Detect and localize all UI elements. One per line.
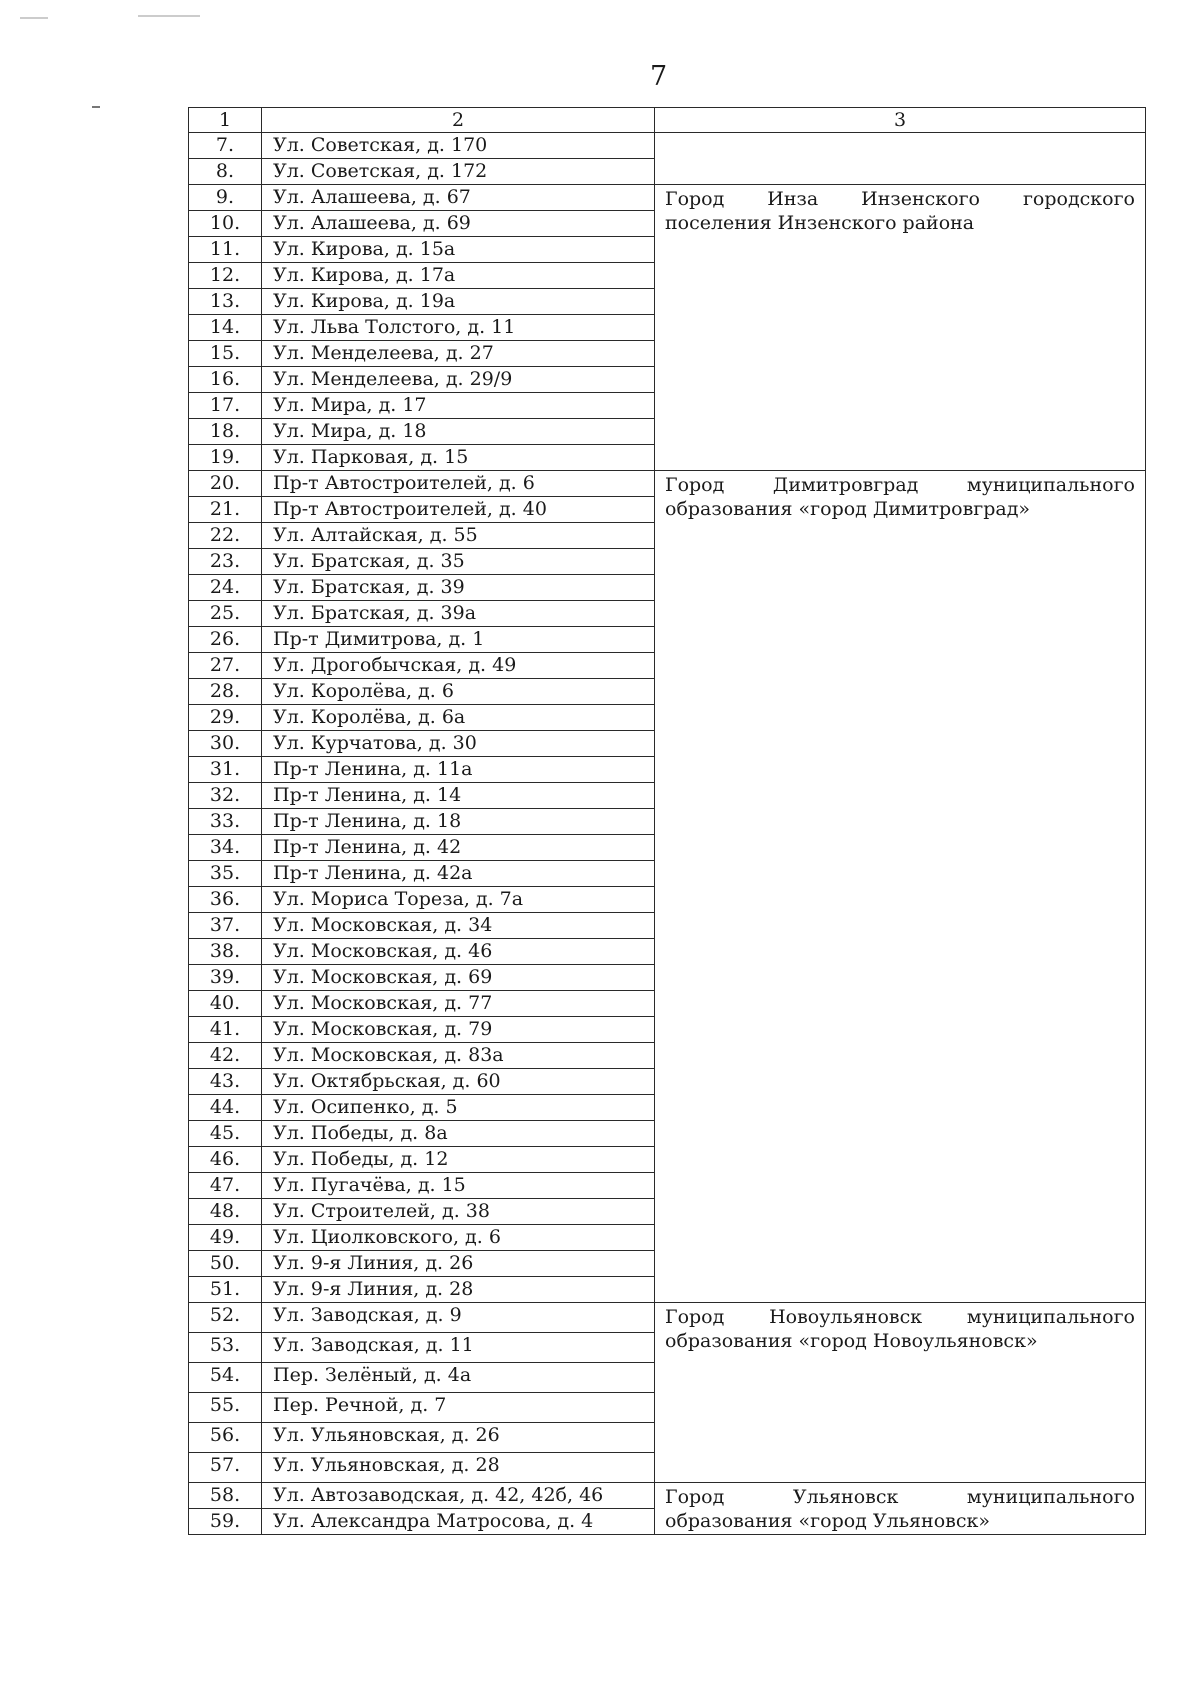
address-cell: Пр-т Ленина, д. 11а [262, 757, 655, 783]
row-number: 12. [189, 263, 262, 289]
table-row [189, 185, 1146, 211]
address-cell: Пр-т Ленина, д. 14 [262, 783, 655, 809]
address-cell: Ул. Мориса Тореза, д. 7а [262, 887, 655, 913]
row-number: 51. [189, 1277, 262, 1303]
row-number: 21. [189, 497, 262, 523]
address-cell: Ул. Алашеева, д. 69 [262, 211, 655, 237]
row-number: 14. [189, 315, 262, 341]
row-number: 34. [189, 835, 262, 861]
row-number: 20. [189, 471, 262, 497]
table-row [189, 471, 1146, 497]
row-number: 33. [189, 809, 262, 835]
row-number: 8. [189, 159, 262, 185]
column-header: 2 [262, 108, 655, 133]
row-number: 41. [189, 1017, 262, 1043]
row-number: 7. [189, 133, 262, 159]
address-cell: Ул. Мира, д. 17 [262, 393, 655, 419]
address-cell: Ул. Льва Толстого, д. 11 [262, 315, 655, 341]
row-number: 10. [189, 211, 262, 237]
address-cell: Ул. Братская, д. 39а [262, 601, 655, 627]
address-cell: Ул. Победы, д. 12 [262, 1147, 655, 1173]
address-cell: Ул. 9-я Линия, д. 28 [262, 1277, 655, 1303]
address-cell: Ул. Заводская, д. 9 [262, 1303, 655, 1333]
row-number: 9. [189, 185, 262, 211]
row-number: 39. [189, 965, 262, 991]
row-number: 30. [189, 731, 262, 757]
address-cell: Ул. Александра Матросова, д. 4 [262, 1509, 655, 1535]
row-number: 40. [189, 991, 262, 1017]
row-number: 19. [189, 445, 262, 471]
addresses-table [188, 107, 1146, 1535]
row-number: 46. [189, 1147, 262, 1173]
address-cell: Ул. Алтайская, д. 55 [262, 523, 655, 549]
column-header: 1 [189, 108, 262, 133]
row-number: 52. [189, 1303, 262, 1333]
address-cell: Пр-т Автостроителей, д. 40 [262, 497, 655, 523]
row-number: 38. [189, 939, 262, 965]
address-cell: Ул. Королёва, д. 6 [262, 679, 655, 705]
row-number: 29. [189, 705, 262, 731]
address-cell: Ул. Дрогобычская, д. 49 [262, 653, 655, 679]
address-cell: Пер. Зелёный, д. 4а [262, 1363, 655, 1393]
row-number: 13. [189, 289, 262, 315]
address-cell: Ул. Кирова, д. 19а [262, 289, 655, 315]
row-number: 26. [189, 627, 262, 653]
address-cell: Ул. Московская, д. 69 [262, 965, 655, 991]
address-cell: Пр-т Димитрова, д. 1 [262, 627, 655, 653]
row-number: 56. [189, 1423, 262, 1453]
row-number: 59. [189, 1509, 262, 1535]
row-number: 27. [189, 653, 262, 679]
address-cell: Пр-т Ленина, д. 42а [262, 861, 655, 887]
row-number: 44. [189, 1095, 262, 1121]
row-number: 16. [189, 367, 262, 393]
address-cell: Ул. Братская, д. 35 [262, 549, 655, 575]
address-cell: Ул. Парковая, д. 15 [262, 445, 655, 471]
row-number: 24. [189, 575, 262, 601]
row-number: 49. [189, 1225, 262, 1251]
table-row [189, 133, 1146, 159]
address-cell: Ул. Октябрьская, д. 60 [262, 1069, 655, 1095]
address-cell: Ул. Московская, д. 77 [262, 991, 655, 1017]
region-cell: Город Ульяновск муниципального образования «город Ульяновск» [655, 1483, 1146, 1535]
address-cell: Ул. Пугачёва, д. 15 [262, 1173, 655, 1199]
address-cell: Ул. Мира, д. 18 [262, 419, 655, 445]
address-cell: Пер. Речной, д. 7 [262, 1393, 655, 1423]
row-number: 22. [189, 523, 262, 549]
row-number: 17. [189, 393, 262, 419]
address-cell: Ул. Московская, д. 46 [262, 939, 655, 965]
address-cell: Ул. Ульяновская, д. 26 [262, 1423, 655, 1453]
address-cell: Ул. Ульяновская, д. 28 [262, 1453, 655, 1483]
row-number: 36. [189, 887, 262, 913]
region-cell-empty [655, 133, 1146, 185]
address-cell: Ул. Менделеева, д. 27 [262, 341, 655, 367]
address-cell: Ул. Победы, д. 8а [262, 1121, 655, 1147]
address-cell: Ул. Советская, д. 170 [262, 133, 655, 159]
address-cell: Пр-т Ленина, д. 18 [262, 809, 655, 835]
row-number: 42. [189, 1043, 262, 1069]
row-number: 48. [189, 1199, 262, 1225]
page-number: 7 [650, 61, 668, 92]
address-cell: Пр-т Ленина, д. 42 [262, 835, 655, 861]
address-cell: Ул. Московская, д. 34 [262, 913, 655, 939]
table-row [189, 1303, 1146, 1333]
address-cell: Ул. Автозаводская, д. 42, 42б, 46 [262, 1483, 655, 1509]
table-row [189, 1483, 1146, 1509]
address-cell: Ул. Осипенко, д. 5 [262, 1095, 655, 1121]
row-number: 47. [189, 1173, 262, 1199]
row-number: 23. [189, 549, 262, 575]
table-header-row [189, 108, 1146, 133]
column-header: 3 [655, 108, 1146, 133]
region-cell: Город Новоульяновск муниципального образования «город Новоульяновск» [655, 1303, 1146, 1483]
row-number: 32. [189, 783, 262, 809]
address-cell: Пр-т Автостроителей, д. 6 [262, 471, 655, 497]
address-cell: Ул. Менделеева, д. 29/9 [262, 367, 655, 393]
row-number: 57. [189, 1453, 262, 1483]
row-number: 50. [189, 1251, 262, 1277]
row-number: 25. [189, 601, 262, 627]
address-cell: Ул. Королёва, д. 6а [262, 705, 655, 731]
row-number: 35. [189, 861, 262, 887]
row-number: 45. [189, 1121, 262, 1147]
address-cell: Ул. Кирова, д. 17а [262, 263, 655, 289]
region-cell: Город Инза Инзенского городского поселения Инзенского района [655, 185, 1146, 471]
row-number: 28. [189, 679, 262, 705]
address-cell: Ул. Кирова, д. 15а [262, 237, 655, 263]
row-number: 37. [189, 913, 262, 939]
address-cell: Ул. Алашеева, д. 67 [262, 185, 655, 211]
region-cell: Город Димитровград муниципального образования «город Димитровград» [655, 471, 1146, 1303]
address-cell: Ул. Советская, д. 172 [262, 159, 655, 185]
address-cell: Ул. 9-я Линия, д. 26 [262, 1251, 655, 1277]
address-cell: Ул. Курчатова, д. 30 [262, 731, 655, 757]
row-number: 15. [189, 341, 262, 367]
address-cell: Ул. Московская, д. 83а [262, 1043, 655, 1069]
address-cell: Ул. Строителей, д. 38 [262, 1199, 655, 1225]
row-number: 54. [189, 1363, 262, 1393]
address-cell: Ул. Московская, д. 79 [262, 1017, 655, 1043]
address-cell: Ул. Братская, д. 39 [262, 575, 655, 601]
row-number: 11. [189, 237, 262, 263]
row-number: 58. [189, 1483, 262, 1509]
row-number: 55. [189, 1393, 262, 1423]
row-number: 18. [189, 419, 262, 445]
address-cell: Ул. Циолковского, д. 6 [262, 1225, 655, 1251]
row-number: 43. [189, 1069, 262, 1095]
address-cell: Ул. Заводская, д. 11 [262, 1333, 655, 1363]
row-number: 53. [189, 1333, 262, 1363]
row-number: 31. [189, 757, 262, 783]
